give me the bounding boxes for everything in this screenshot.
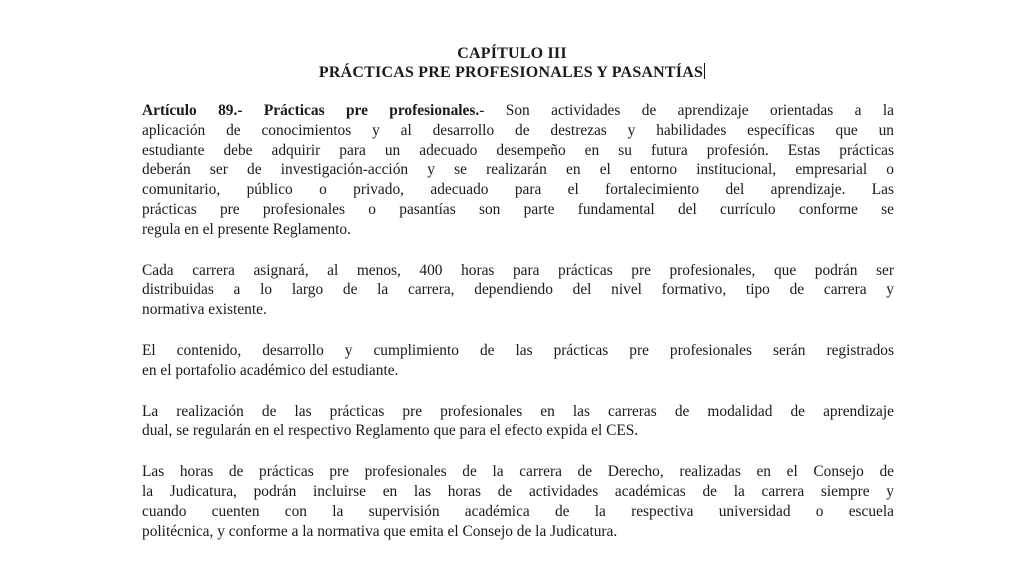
article-line-2: estudiante debe adquirir para un adecuado desempeño en su futura profesión. Estas prácticas — [142, 141, 894, 159]
article-heading: Artículo 89.- Prácticas pre profesionales. — [142, 102, 480, 119]
paragraph-portfolio-line-1: en el portafolio académico del estudiante. — [142, 361, 399, 379]
paragraph-dual-line-0: La realización de las prácticas pre profesionales en las carreras de modalidad de aprendizaje — [142, 402, 894, 420]
article-first-line — [142, 101, 894, 121]
paragraph-hours-line-1: distribuidas a lo largo de la carrera, dependiendo del nivel formativo, tipo de carrera y — [142, 281, 894, 299]
article-line-6: regula en el presente Reglamento. — [142, 220, 351, 238]
chapter-number: CAPÍTULO III — [457, 45, 567, 62]
article-line-0: - Son actividades de aprendizaje orientadas a la — [479, 102, 894, 119]
paragraph-law-line-0: Las horas de prácticas pre profesionales de la carrera de Derecho, realizadas en el Consejo de — [142, 463, 894, 481]
paragraph-law-line-2: cuando cuenten con la supervisión académica de la respectiva universidad o escuela — [142, 502, 894, 520]
paragraph-portfolio-line-0: El contenido, desarrollo y cumplimiento de las prácticas pre profesionales serán registrados — [142, 341, 894, 359]
paragraph-portfolio — [142, 341, 894, 381]
chapter-title-text: PRÁCTICAS PRE PROFESIONALES Y PASANTÍAS — [318, 64, 704, 81]
article-line-5: prácticas pre profesionales o pasantías son parte fundamental del currículo conforme se — [142, 200, 894, 218]
article-paragraph — [142, 101, 894, 240]
paragraph-hours — [142, 261, 894, 320]
paragraph-hours-line-0: Cada carrera asignará, al menos, 400 horas para prácticas pre profesionales, que podrán ser — [142, 261, 894, 279]
paragraph-dual-line-1: dual, se regularán en el respectivo Reglamento que para el efecto expida el CES. — [142, 422, 639, 440]
paragraph-hours-line-2: normativa existente. — [142, 301, 267, 319]
article-line-3: deberán ser de investigación-acción y se realizarán en el entorno institucional, empresarial o — [142, 161, 894, 179]
article-line-4: comunitario, público o privado, adecuado para el fortalecimiento del aprendizaje. Las — [142, 181, 894, 199]
paragraph-law-line-3: politécnica, y conforme a la normativa que emita el Consejo de la Judicatura. — [142, 522, 618, 540]
paragraph-law — [142, 462, 894, 541]
text-cursor — [704, 63, 705, 79]
chapter-title — [0, 63, 1024, 83]
document-body — [142, 101, 894, 562]
paragraph-law-line-1: la Judicatura, podrán incluirse en las horas de actividades académicas de la carrera siempre y — [142, 482, 894, 500]
paragraph-dual — [142, 402, 894, 442]
article-line-1: aplicación de conocimientos y al desarrollo de destrezas y habilidades específicas que un — [142, 121, 894, 139]
